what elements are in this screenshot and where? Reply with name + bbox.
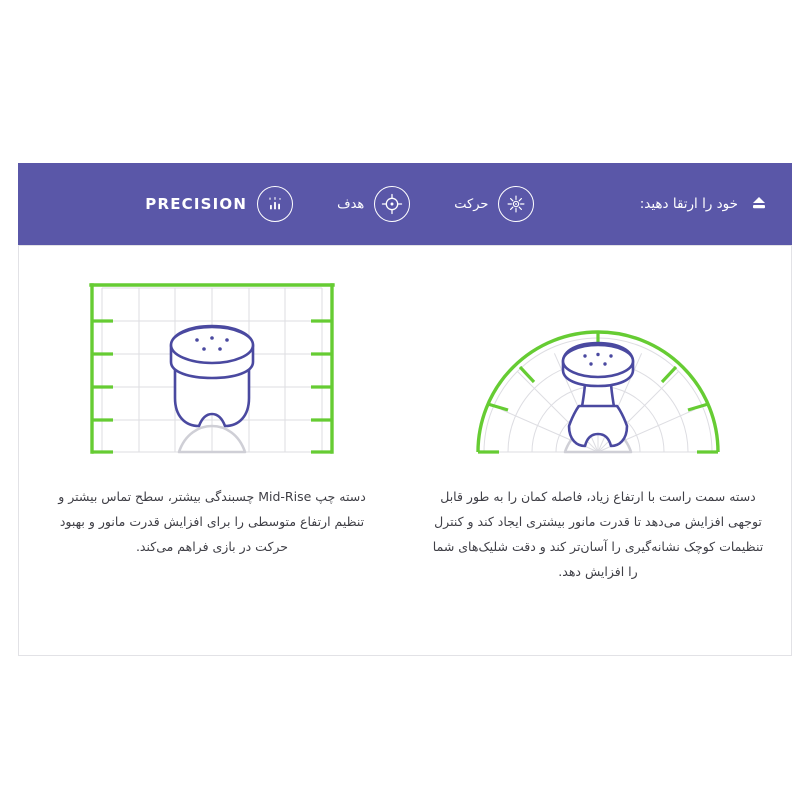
feature-label-precision: PRECISION (145, 195, 248, 213)
crosshair-target-icon (374, 186, 410, 222)
panel-tall-arc (405, 246, 791, 655)
panel-mid-rise (19, 246, 405, 655)
chevron-up-badge-icon (748, 193, 770, 215)
upgrade-callout (640, 193, 770, 215)
feature-label-aim: هدف (337, 196, 365, 212)
motion-burst-icon (498, 186, 534, 222)
mid-rise-grid-diagram (45, 274, 379, 470)
tall-arc-radial-diagram (431, 274, 765, 470)
panel-caption-tall-arc: دسته سمت راست با ارتفاع زیاد، فاصله کمان را به طور قابل توجهی افزایش می‌دهد تا قدرت مانور بیشتری ایجاد کند و کنترل تنظیمات کوچک نشانه‌گیری را آسان‌تر کند و دقت شلیک‌های شما را افزایش دهد. (432, 489, 764, 579)
upgrade-label: خود را ارتقا دهید: (639, 196, 738, 212)
feature-item-precision (145, 186, 293, 222)
feature-label-movement: حرکت (454, 196, 489, 212)
panel-caption-mid-rise: دسته چپ Mid-Rise چسبندگی بیشتر، سطح تماس بیشتر و تنظیم ارتفاع متوسطی را برای افزایش قدرت مانور و بهبود حرکت در بازی فراهم می‌کند. (58, 489, 366, 554)
feature-list (40, 186, 640, 222)
feature-header-band (18, 163, 792, 245)
feature-item-movement (454, 186, 534, 222)
comparison-card (18, 245, 792, 656)
feature-item-aim (337, 186, 410, 222)
signal-bars-icon (257, 186, 293, 222)
